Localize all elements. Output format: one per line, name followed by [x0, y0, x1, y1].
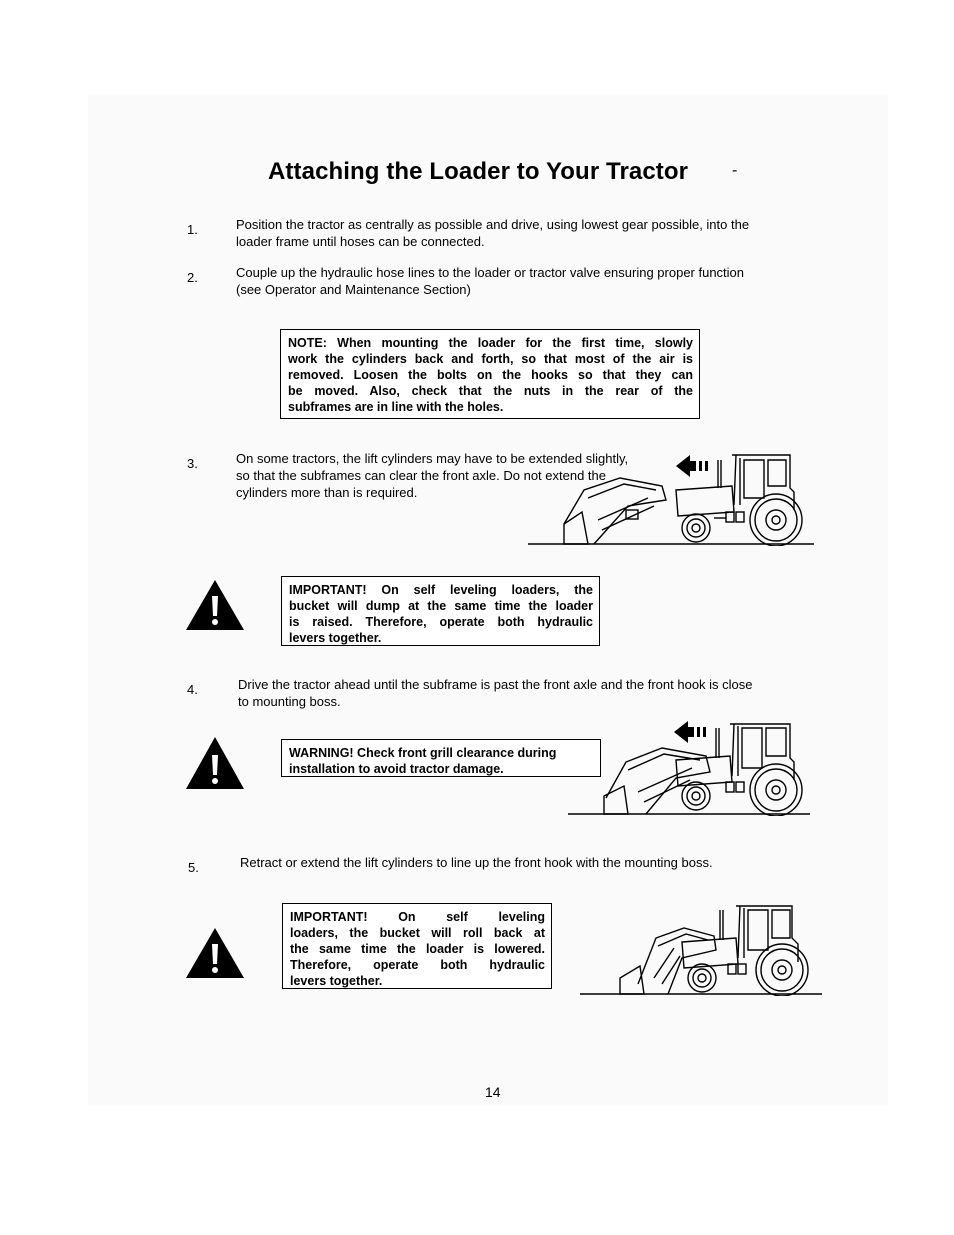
important-line: is raised. Therefore, operate both hydraulic — [289, 615, 593, 629]
step-5-number: 5. — [188, 860, 199, 875]
important-line: levers together. — [290, 974, 383, 988]
step-3-number: 3. — [187, 456, 198, 471]
warning-triangle-icon — [184, 735, 246, 791]
step-3-line: so that the subframes can clear the front axle. Do not extend the — [236, 468, 606, 483]
title-mark: - — [732, 162, 738, 179]
tractor-loader-illustration — [528, 450, 816, 546]
important-line: IMPORTANT! On self leveling loaders, the — [289, 583, 593, 597]
step-5-text — [240, 854, 713, 871]
note-box — [280, 329, 700, 419]
step-5-line: Retract or extend the lift cylinders to line up the front hook with the mounting boss. — [240, 855, 713, 870]
important-box — [281, 576, 600, 646]
important-line: IMPORTANT! On self leveling — [290, 910, 545, 924]
important-line: levers together. — [289, 631, 382, 645]
step-2-text — [236, 264, 744, 298]
important-box — [282, 903, 552, 989]
step-1-line: loader frame until hoses can be connected. — [236, 234, 485, 249]
step-3-line: cylinders more than is required. — [236, 485, 418, 500]
step-1-text — [236, 216, 749, 250]
page-title: Attaching the Loader to Your Tractor — [268, 158, 689, 185]
step-2-line: (see Operator and Maintenance Section) — [236, 282, 471, 297]
warning-triangle-icon — [184, 578, 246, 632]
note-line: work the cylinders back and forth, so that most of the air is — [288, 352, 693, 366]
important-line: Therefore, operate both hydraulic — [290, 958, 545, 972]
warning-triangle-icon — [184, 926, 246, 980]
warning-line: installation to avoid tractor damage. — [289, 762, 504, 776]
warning-line: WARNING! Check front grill clearance during — [289, 746, 557, 760]
step-4-text — [238, 676, 753, 710]
step-2-number: 2. — [187, 270, 198, 285]
step-1-line: Position the tractor as centrally as possible and drive, using lowest gear possible, into the — [236, 217, 750, 232]
tractor-loader-illustration — [578, 898, 824, 996]
step-2-line: Couple up the hydraulic hose lines to the loader or tractor valve ensuring proper function — [236, 265, 745, 280]
important-line: loaders, the bucket will roll back at — [290, 926, 545, 940]
important-line: the same time the loader is lowered. — [290, 942, 545, 956]
direction-arrow-icon — [676, 455, 708, 477]
step-4-line: Drive the tractor ahead until the subframe is past the front axle and the front hook is close — [238, 677, 753, 692]
warning-box — [281, 739, 601, 777]
step-1-number: 1. — [187, 222, 198, 237]
direction-arrow-icon — [674, 721, 706, 743]
note-line: be moved. Also, check that the nuts in the rear of the — [288, 384, 693, 398]
note-line: NOTE: When mounting the loader for the first time, slowly — [288, 336, 693, 350]
important-line: bucket will dump at the same time the loader — [289, 599, 593, 613]
note-line: subframes are in line with the holes. — [288, 400, 504, 414]
step-4-number: 4. — [187, 682, 198, 697]
note-line: removed. Loosen the bolts on the hooks so that they can — [288, 368, 693, 382]
tractor-loader-illustration — [566, 716, 812, 816]
step-4-line: to mounting boss. — [238, 694, 341, 709]
step-3-line: On some tractors, the lift cylinders may have to be extended slightly, — [236, 451, 629, 466]
page-number: 14 — [485, 1084, 501, 1100]
